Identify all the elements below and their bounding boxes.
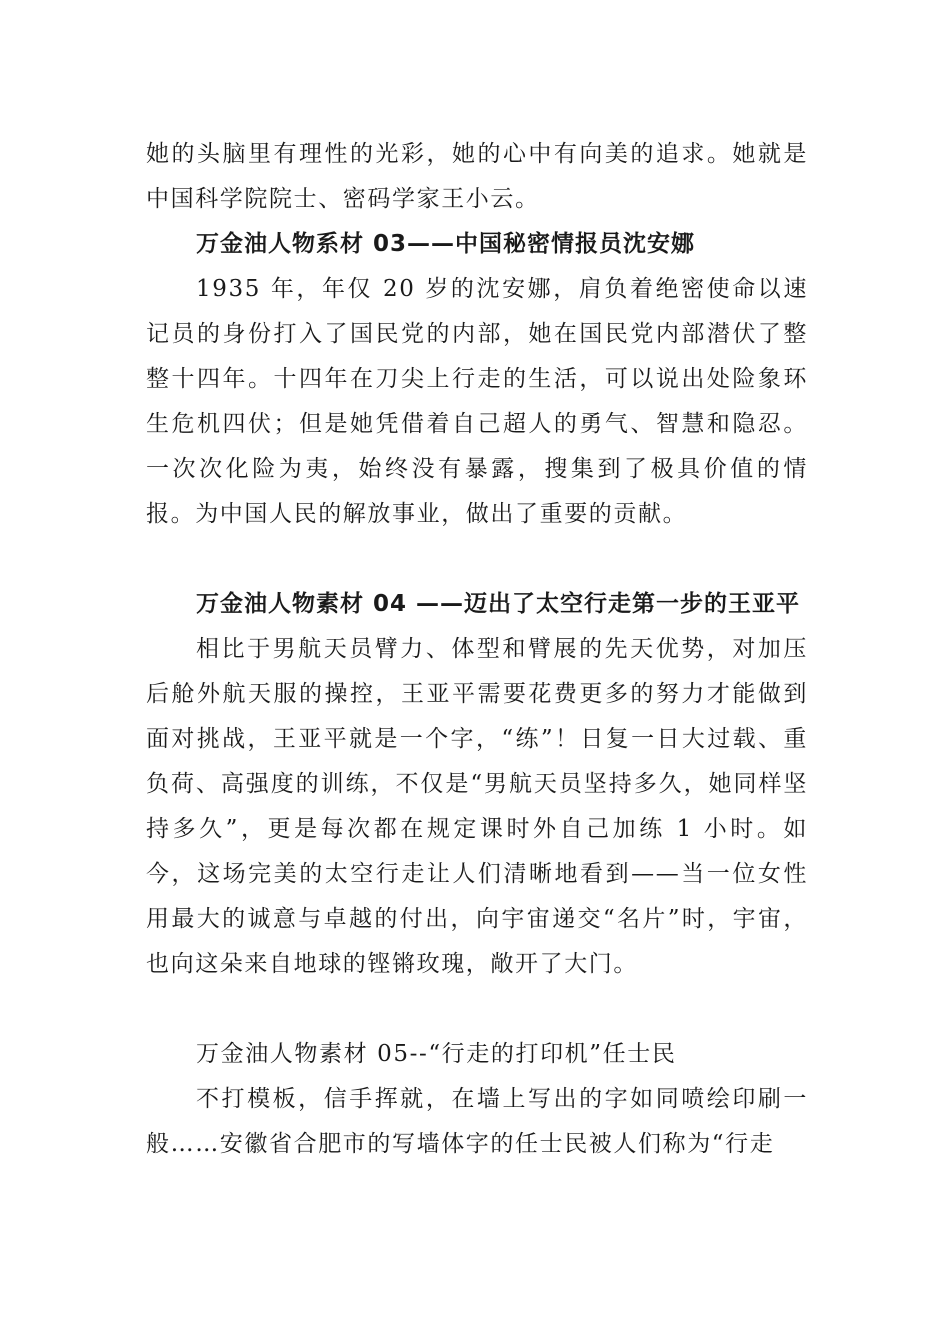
- section-05-body: 不打模板，信手挥就，在墙上写出的字如同喷绘印刷一般……安徽省合肥市的写墙体字的任士民被人们称为“行走: [146, 1086, 808, 1157]
- paragraph-spacer: [146, 537, 808, 582]
- section-03-title: 万金油人物系材 03——中国秘密情报员沈安娜: [196, 231, 696, 257]
- section-03-body: 1935 年，年仅 20 岁的沈安娜，肩负着绝密使命以速记员的身份打入了国民党的内部，她在国民党内部潜伏了整整十四年。十四年在刀尖上行走的生活，可以说出处险象环生危机四伏；但是她凭借着自己超人的勇气、智慧和隐忍。一次次化险为夷，始终没有暴露，搜集到了极具价值的情报。为中国人民的解放事业，做出了重要的贡献。: [146, 276, 808, 527]
- section-04-body: 相比于男航天员臂力、体型和臂展的先天优势，对加压后舱外航天服的操控，王亚平需要花费更多的努力才能做到面对挑战，王亚平就是一个字，“练”！日复一日大过载、重负荷、高强度的训练，不仅是“男航天员坚持多久，她同样坚持多久”，更是每次都在规定课时外自己加练 1 小时。如今，这场完美的太空行走让人们清晰地看到——当一位女性用最大的诚意与卓越的付出，向宇宙递交“名片”时，宇宙，也向这朵来自地球的铿锵玫瑰，敞开了大门。: [146, 636, 808, 977]
- intro-paragraph: 她的头脑里有理性的光彩，她的心中有向美的追求。她就是中国科学院院士、密码学家王小云。: [146, 141, 808, 212]
- paragraph-spacer: [146, 987, 808, 1032]
- document-body: [146, 132, 808, 1167]
- section-04-title: 万金油人物素材 04 ——迈出了太空行走第一步的王亚平: [196, 591, 801, 617]
- section-05-title: 万金油人物素材 05--“行走的打印机”任士民: [196, 1041, 677, 1067]
